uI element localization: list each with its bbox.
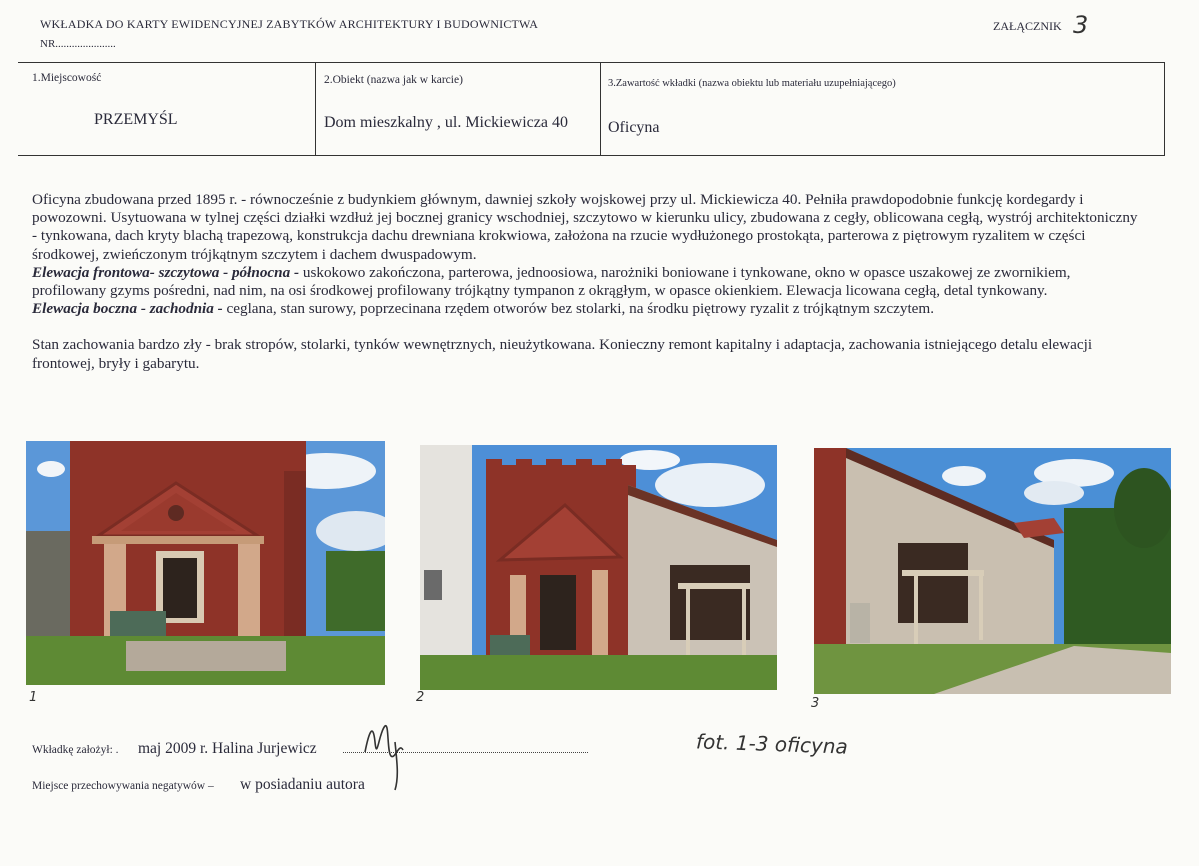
photo-1-number: 1 [29,690,38,705]
photo-1 [26,441,385,685]
object-value: Dom mieszkalny , ul. Mickiewicza 40 [324,114,568,131]
front-elevation-text: uskokowo zakończona, parterowa, jednoosiowa, narożniki boniowane i tynkowane, okno w opasce uszakowej ze zwornikiem, profilowany gzyms pośredni, nad nim, na osi środkowej profilowany trójkątny tympanon z okrągłym, w opasce okienkiem. Elewacja licowana cegłą, detal tynkowany. [32,263,1071,300]
photo-3-image [814,448,1171,694]
condition-paragraph: Stan zachowania bardzo zły - brak stropów, stolarki, tynków wewnętrznych, nieużytkowana. Konieczny remont kapitalny i adaptacja, zachowania istniejącego detalu elewacji frontowej, bryły i gabarytu. [32,336,1093,372]
description-paragraph: Oficyna zbudowana przed 1895 r. - równocześnie z budynkiem głównym, dawniej szkoły wojskowej przy ul. Mickiewicza 40. Pełniła prawdopodobnie funkcję kordegardy i powozowni. Usytuowana w tylnej części działki wzdłuż jej bocznej granicy wschodniej, szczytowo w kierunku ulicy, zbudowana z cegły, oblicowana cegłą, wystrój architektoniczny - tynkowana, dach kryty blachą trapezową, konstrukcja dachu drewniana krokwiowa, założona na rzucie wydłużonego prostokąta, parterowa z piętrowym ryzalitem w części środkowej, zwieńczonym trójkątnym szczytem i dachem dwuspadowym. [32,191,1138,263]
handwritten-photo-note: fot. 1-3 oficyna [695,729,849,759]
object-label: 2.Obiekt (nazwa jak w karcie) [324,74,463,86]
negatives-label: Miejsce przechowywania negatywów – [32,780,214,792]
content-label: 3.Zawartość wkładki (nazwa obiektu lub materiału uzupełniającego) [608,78,896,89]
content-value: Oficyna [608,119,660,136]
side-elevation-heading: Elewacja boczna - zachodnia - [32,300,223,318]
side-elevation-text: ceglana, stan surowy, poprzecinana rzędem otworów bez stolarki, na środku piętrowy ryzalit z trójkątnym szczytem. [222,300,935,318]
info-table [18,62,1165,156]
object-cell [315,63,600,155]
photo-2-image [420,445,777,690]
negatives-value: w posiadaniu autora [240,776,365,793]
photo-2 [420,445,777,690]
side-elevation-paragraph [32,300,1142,318]
photo-1-image [26,441,385,685]
author-value: maj 2009 r. Halina Jurjewicz [138,740,317,757]
signature [355,712,415,792]
attachment-label: ZAŁĄCZNIK [993,19,1062,33]
photo-3-number: 3 [811,696,820,711]
locality-value: PRZEMYŚL [94,111,178,128]
front-elevation-paragraph [32,264,1142,300]
author-label: Wkładkę założył: . [32,744,119,756]
locality-label: 1.Miejscowość [32,72,102,84]
photo-2-number: 2 [416,690,425,705]
card-number: NR...................... [40,38,116,50]
content-cell [600,63,1164,155]
card-title: WKŁADKA DO KARTY EWIDENCYJNEJ ZABYTKÓW ARCHITEKTURY I BUDOWNICTWA [40,17,539,31]
photo-3 [814,448,1171,694]
locality-cell [18,63,315,155]
description [32,191,1142,373]
attachment-number: 3 [1073,11,1089,39]
front-elevation-heading: Elewacja frontowa- szczytowa - północna - [32,263,300,281]
